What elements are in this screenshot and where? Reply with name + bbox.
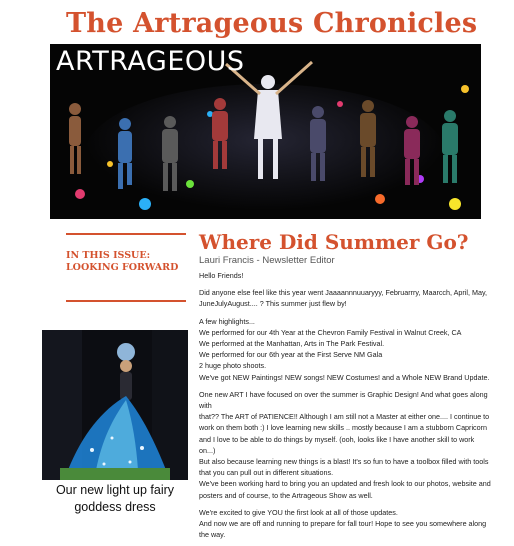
text-line: that?? The ART of PATIENCE!! Although I am still not a Master at either one.... I continue to	[199, 412, 490, 422]
article-byline: Lauri Francis - Newsletter Editor	[199, 255, 335, 266]
text-line: and I love to be able to do things by myself. (ooh, looks like I have another skill to work on...)	[199, 434, 475, 455]
text-line: that you can pull out in different situations.	[199, 468, 334, 478]
fairy-dress-photo	[42, 330, 188, 480]
caption-line-1: Our new light up fairy	[55, 483, 175, 497]
text-line: JuneJulyAugust.... ? This summer just flew by!	[199, 299, 347, 309]
text-line: But also because learning new things is a blast! It's so fun to have a toolbox filled with tools	[199, 457, 489, 467]
issue-topic: LOOKING FORWARD	[66, 262, 179, 273]
text-line: the way.	[199, 530, 226, 540]
text-line: We're excited to give YOU the first look at all of those updates.	[199, 507, 398, 517]
closing-paragraph	[199, 507, 491, 541]
text-line: One new ART I have focused on over the summer is Graphic Design! And what goes along with	[199, 389, 488, 411]
intro-paragraph	[199, 287, 491, 309]
text-line: posters and of course, to the Artrageous Show as well.	[199, 490, 373, 500]
artrageous-logo: ARTRAGEOUS	[56, 46, 245, 77]
sidebar-top-divider	[66, 233, 186, 235]
text-line: We performed at the Manhattan, Arts in The Park Festival.	[199, 339, 385, 349]
text-line: We've been working hard to bring you an updated and fresh look to our photos, website and	[199, 479, 491, 489]
text-line: We performed for our 4th Year at the Chevron Family Festival in Walnut Creek, CA	[199, 327, 462, 337]
issue-heading: IN THIS ISSUE:	[66, 250, 151, 261]
text-line: work on them both :) I love learning new skills .. mostly because I am a stubborn Capricorn	[199, 423, 488, 433]
article-title: Where Did Summer Go?	[199, 230, 469, 254]
article-body	[199, 270, 491, 546]
text-line: We've got NEW Paintings! NEW songs! NEW Costumes! and a Whole NEW Brand Update.	[199, 372, 490, 382]
text-line: We performed for our 6th year at the First Serve NM Gala	[199, 350, 383, 360]
greeting-paragraph: Hello Friends!	[199, 271, 244, 280]
text-line: Did anyone else feel like this year went Jaaaannnuuaryyy, Februarrry, Maarcch, April, May,	[199, 288, 488, 298]
fairy-dress-illustration	[42, 330, 188, 480]
text-line: 2 huge photo shoots.	[199, 361, 267, 371]
photo-caption	[42, 482, 188, 516]
sidebar-bottom-divider	[66, 300, 186, 302]
caption-line-2: goddess dress	[74, 500, 156, 514]
in-this-issue-label	[66, 250, 186, 274]
text-line: And now we are off and running to prepare for fall tour! Hope to see you somewhere along	[199, 519, 487, 529]
text-line: A few highlights...	[199, 316, 255, 326]
newsletter-masthead: The Artrageous Chronicles	[66, 8, 478, 39]
highlights-paragraph	[199, 316, 491, 383]
graphic-design-paragraph	[199, 389, 491, 501]
hero-banner-image	[50, 44, 481, 219]
